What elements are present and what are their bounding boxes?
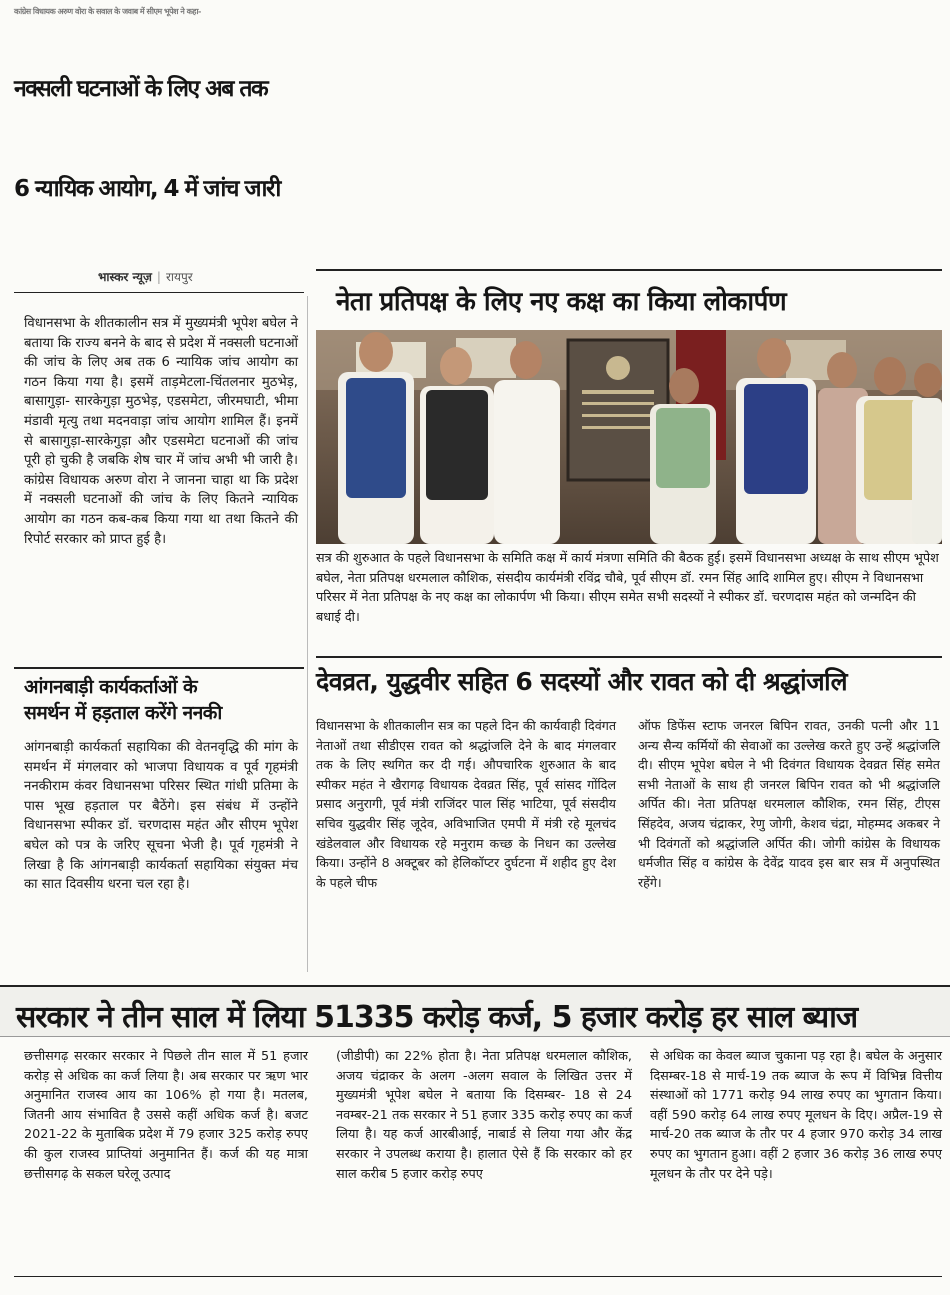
bottom-rule [14, 1276, 942, 1277]
debt-body-col-2: (जीडीपी) का 22% होता है। नेता प्रतिपक्ष धरमलाल कौशिक, अजय चंद्राकर के अलग -अलग सवाल के लिखित उत्तर में मुख्यमंत्री भूपेश बघेल ने बताया कि दिसम्बर- 18 से 24 नवम्बर-21 तक सरकार ने 51 हजार 335 करोड़ रुपए का कर्ज लिया है। यह कर्ज आरबीआई, नाबार्ड से लिया गया और केंद्र सरकार ने उपलब्ध कराया है। हालात ऐसे हैं कि सरकार को हर साल करीब 5 हजार करोड़ रुपए [336, 1049, 632, 1182]
photo-story-headline: नेता प्रतिपक्ष के लिए नए कक्ष का किया लोकार्पण [336, 287, 787, 317]
anganwadi-body: आंगनबाड़ी कार्यकर्ता सहायिका की वेतनवृद्धि की मांग के समर्थन में मंगलवार को भाजपा विधायक व पूर्व गृहमंत्री ननकीराम कंवर विधानसभा परिसर स्थित गांधी प्रतिमा के पास भूख हड़ताल पर बैठेंगे। इस संबंध में उन्होंने विधानसभा स्पीकर डॉ. चरणदास महंत और सीएम भूपेश बघेल को पत्र के जरिए सूचना भेजी है। पूर्व गृहमंत्री ने लिखा है कि आंगनबाड़ी कार्यकर्ता सहायिका संयुक्त मंच का सात दिवसीय धरना चल रहा है। [24, 740, 298, 893]
photo-caption: सत्र की शुरुआत के पहले विधानसभा के समिति कक्ष में कार्य मंत्रणा समिति की बैठक हुई। इसमें विधानसभा अध्यक्ष के साथ सीएम भूपेश बघेल, नेता प्रतिपक्ष धरमलाल कौशिक, संसदीय कार्यमंत्री रविंद्र चौबे, पूर्व सीएम डॉ. रमन सिंह आदि शामिल हुए। सीएम ने विधानसभा परिसर में नेता प्रतिपक्ष के नए कक्ष का लोकार्पण भी किया। सीएम समेत सभी सदस्यों ने स्पीकर डॉ. चरणदास महंत को जन्मदिन की बधाई दी। [316, 551, 939, 625]
main-story-body: विधानसभा के शीतकालीन सत्र में मुख्यमंत्री भूपेश बघेल ने बताया कि राज्य बनने के बाद से प्रदेश में नक्सली घटनाओं की जांच के लिए अब तक 6 न्यायिक जांच आयोग का गठन किया गया है। इसमें ताड़मेटला-चिंतलनार मुठभेड़, बासागुड़ा- सारकेगुड़ा मुठभेड़, एडसमेटा, जीरमघाटी, भीमा मंडावी मृत्यु तथा मदनवाड़ा जांच आयोग शामिल हैं। इनमें से बासागुड़ा-सारकेगुड़ा और एडसमेटा घटनाओं की जांच पूरी हो चुकी है जबकि शेष चार में जांच अभी भी जारी है। कांग्रेस विधायक अरुण वोरा ने जानना चाहा था कि प्रदेश में नक्सली घटनाओं की जांच के लिए कितने न्यायिक आयोग का गठन कब-कब किया गया था तथा कितने की रिपोर्ट सरकार को प्राप्त हुई है। [24, 316, 298, 547]
tribute-body-col-1: विधानसभा के शीतकालीन सत्र का पहले दिन की कार्यवाही दिवंगत नेताओं तथा सीडीएस रावत को श्रद्धांजलि देने के बाद मंगलवार तक के लिए स्थगित कर दी गई। औपचारिक शुरुआत के बाद स्पीकर महंत ने खैरागढ़ विधायक देवव्रत सिंह, पूर्व सांसद गोंदिल प्रसाद अनुरागी, पूर्व मंत्री राजिंदर पाल सिंह भाटिया, पूर्व संसदीय सचिव युद्धवीर सिंह जूदेव, अविभाजित एमपी में मंत्री रहे मूलचंद खंडेलवाल और विधायक रहे मनुराम कच्छ के निधन का उल्लेख किया। उन्होंने 8 अक्टूबर को हेलिकॉप्टर दुर्घटना में शहीद हुए देश के पहले चीफ [316, 718, 616, 890]
debt-headline: सरकार ने तीन साल में लिया 51335 करोड़ कर्ज, 5 हजार करोड़ हर साल ब्याज [16, 1000, 858, 1035]
tribute-top-rule [316, 656, 942, 658]
dateline-source: भास्कर न्यूज़ [98, 270, 152, 284]
dateline: भास्कर न्यूज़ | रायपुर [98, 270, 193, 284]
anganwadi-headline-line-1: आंगनबाड़ी कार्यकर्ताओं के [24, 676, 198, 698]
kicker-line: कांग्रेस विधायक अरुण वोरा के सवाल के जवाब में सीएम भूपेश ने कहा- [14, 7, 201, 16]
headline-line-1: नक्सली घटनाओं के लिए अब तक [14, 76, 268, 102]
dateline-city: रायपुर [165, 270, 193, 284]
tribute-headline: देवव्रत, युद्धवीर सहित 6 सदस्यों और रावत को दी श्रद्धांजलि [316, 667, 848, 696]
debt-body-col-1: छत्तीसगढ़ सरकार सरकार ने पिछले तीन साल में 51 हजार करोड़ से अधिक का कर्ज लिया है। अब सरकार पर ऋण भार अनुमानित राजस्व आय का 106% हो गया है। मतलब, जितनी आय संभावित है उससे कहीं अधिक कर्ज है। बजट 2021-22 के मुताबिक प्रदेश में 79 हजार 325 करोड़ रुपए की कुल राजस्व प्राप्तियां अनुमानित हैं। कर्ज की यह मात्रा छत्तीसगढ़ के सकल घरेलू उत्पाद [24, 1049, 308, 1182]
main-story-top-rule [14, 292, 304, 293]
debt-body-col-3: से अधिक का केवल ब्याज चुकाना पड़ रहा है। बघेल के अनुसार दिसम्बर-18 से मार्च-19 तक ब्याज के रूप में विभिन्न वित्तीय संस्थाओं को 1771 करोड़ 94 लाख रुपए का भुगतान किया। वहीं 590 करोड़ 64 लाख रुपए मूलधन के दिए। अप्रैल-19 से मार्च-20 तक ब्याज के तौर पर 4 हजार 970 करोड़ 34 लाख रुपए का भुगतान हुआ। वहीं 2 हजार 36 करोड़ 36 लाख रुपए मूलधन के तौर पर देने पड़े। [650, 1049, 942, 1182]
debt-headline-band [0, 985, 950, 1037]
tribute-body-col-2: ऑफ डिफेंस स्टाफ जनरल बिपिन रावत, उनकी पत्नी और 11 अन्य सैन्य कर्मियों की सेवाओं का उल्लेख करते हुए उन्हें श्रद्धांजलि दी। सीएम भूपेश बघेल ने भी दिवंगत विधायक देवव्रत सिंह समेत सभी नेताओं के साथ ही जनरल बिपिन रावत को भी श्रद्धांजलि अर्पित की। नेता प्रतिपक्ष धरमलाल कौशिक, रमन सिंह, टीएस सिंहदेव, अजय चंद्राकर, रेणु जोगी, केशव चंद्रा, मोहम्मद अकबर ने भी दिवंगतों को श्रद्धांजलि अर्पित की। जोगी कांग्रेस के विधायक धर्मजीत सिंह व कांग्रेस के देवेंद्र यादव इस बार सत्र में अनुपस्थित रहेंगे। [638, 718, 940, 890]
column-divider [307, 296, 308, 972]
anganwadi-top-rule [14, 667, 304, 669]
anganwadi-headline-line-2: समर्थन में हड़ताल करेंगे ननकी [24, 702, 222, 724]
event-photo [316, 330, 942, 544]
headline-line-2: 6 न्यायिक आयोग, 4 में जांच जारी [14, 176, 280, 202]
photo-story-top-rule [316, 269, 942, 271]
anganwadi-headline [24, 674, 222, 726]
